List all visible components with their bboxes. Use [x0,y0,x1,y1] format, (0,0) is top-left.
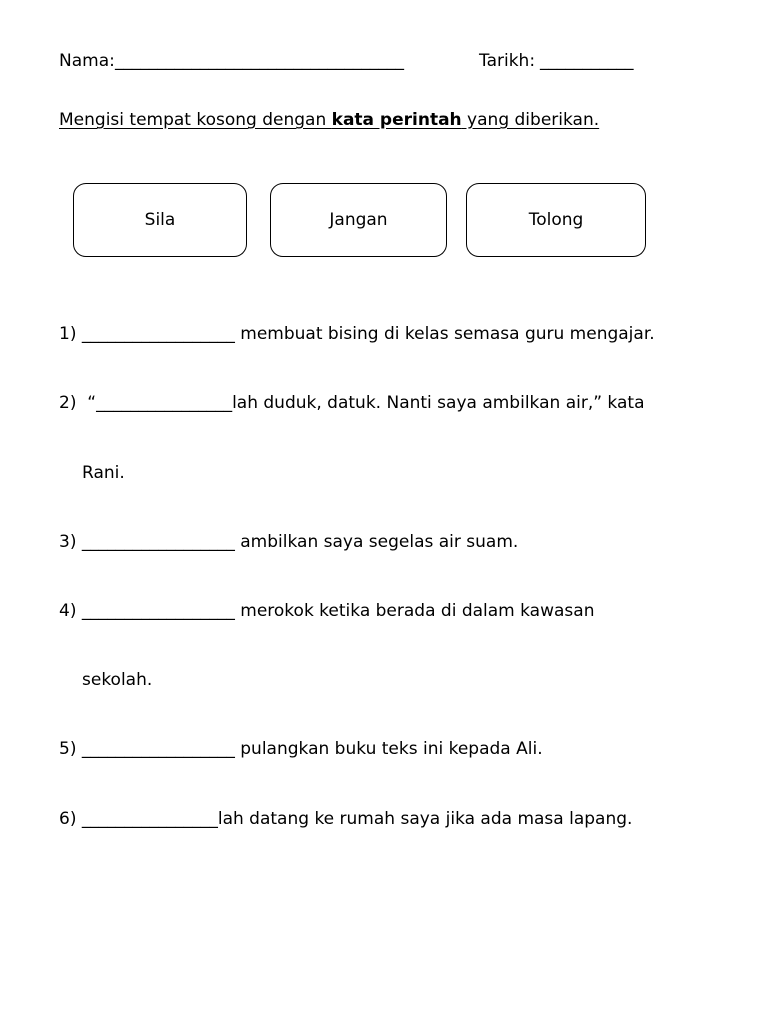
question-text: __________________ merokok ketika berada di dalam kawasan [81,601,595,621]
question-text: __________________ ambilkan saya segelas air suam. [81,532,519,552]
date-label: Tarikh: [479,51,536,71]
instruction-text: Mengisi tempat kosong dengan [59,110,332,130]
word-option-label: Jangan [329,209,388,230]
question-number: 1) [59,324,77,344]
question-text: __________________ membuat bising di kelas semasa guru mengajar. [81,324,655,344]
instruction [59,112,599,129]
question-6 [59,811,632,828]
question-2-continuation: Rani. [82,463,125,483]
word-option-jangan[interactable] [270,183,447,257]
word-option-sila[interactable] [73,183,247,257]
question-number: 3) [59,532,77,552]
question-text: “________________lah duduk, datuk. Nanti saya ambilkan air,” kata [87,393,645,413]
question-number: 2) [59,393,77,413]
name-blank[interactable]: __________________________________ [115,51,404,71]
question-number: 5) [59,739,77,759]
question-text: ________________lah datang ke rumah saya jika ada masa lapang. [81,809,633,829]
word-option-label: Sila [144,209,176,230]
question-5 [59,741,543,758]
question-4-continuation: sekolah. [82,670,153,690]
question-number: 6) [59,809,77,829]
question-3 [59,534,518,551]
question-4 [59,603,594,620]
question-number: 4) [59,601,77,621]
instruction-text-end: yang diberikan. [461,110,600,130]
question-1 [59,326,655,343]
date-blank[interactable]: ___________ [540,51,634,71]
instruction-keyword: kata perintah [331,110,462,130]
word-option-tolong[interactable] [466,183,646,257]
name-label: Nama: [59,51,115,71]
question-text: __________________ pulangkan buku teks ini kepada Ali. [81,739,543,759]
word-option-label: Tolong [528,209,584,230]
question-2 [59,395,644,412]
